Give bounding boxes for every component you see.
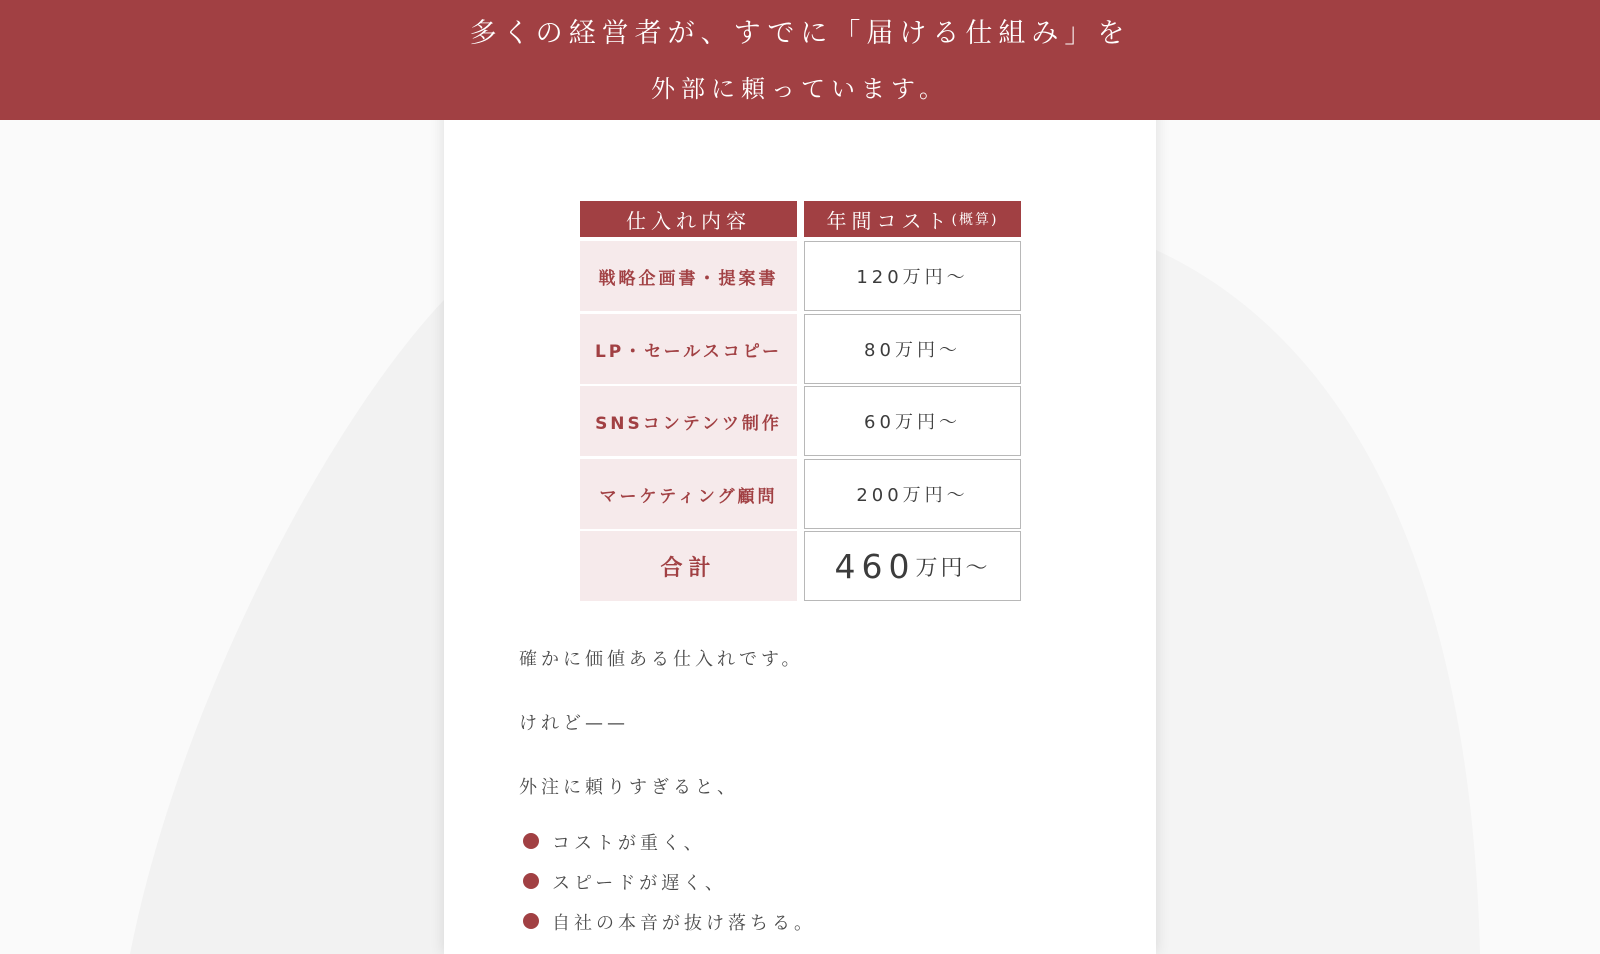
bullet-dot-icon [523, 833, 539, 849]
item-label: LP・セールスコピー [594, 341, 783, 362]
item-cell [580, 386, 797, 456]
cost-cell [804, 459, 1021, 529]
table-header-row [580, 201, 1020, 237]
cost-value: 200万円〜 [856, 485, 969, 506]
total-label: 合計 [660, 555, 717, 581]
item-label: マーケティング顧問 [599, 486, 778, 507]
body-text-outsourcing: 外注に頼りすぎると、 [519, 777, 739, 798]
bullet-item-voice: 自社の本音が抜け落ちる。 [552, 913, 816, 934]
item-cell [580, 459, 797, 529]
bullet-item-speed: スピードが遅く、 [552, 873, 727, 894]
banner-headline-line1: 多くの経営者が、すでに「届ける仕組み」を [469, 18, 1131, 49]
bullet-item-cost: コストが重く、 [552, 833, 706, 854]
bullet-dot-icon [523, 873, 539, 889]
header-item-label: 仕入れ内容 [626, 208, 751, 233]
cost-value: 120万円〜 [856, 267, 969, 288]
header-item-cell [580, 201, 797, 237]
banner-headline-line2: 外部に頼っています。 [650, 75, 950, 103]
table-row [580, 241, 1020, 311]
cost-value: 80万円〜 [864, 340, 961, 361]
header-banner [0, 0, 1600, 120]
total-value-cell [804, 531, 1021, 601]
item-label: 戦略企画書・提案書 [598, 268, 779, 289]
total-label-cell [580, 531, 797, 601]
cost-value: 60万円〜 [864, 412, 961, 433]
total-unit: 万円〜 [915, 555, 991, 581]
total-value: 460 [834, 546, 916, 586]
header-cost-note: (概算) [951, 212, 999, 228]
cost-cell [804, 386, 1021, 456]
item-cell [580, 241, 797, 311]
cost-cell [804, 241, 1021, 311]
header-cost-cell [804, 201, 1021, 237]
table-total-row [580, 531, 1020, 601]
body-text-valuable: 確かに価値ある仕入れです。 [519, 649, 804, 670]
table-row [580, 459, 1020, 529]
body-text-however: けれど—— [519, 713, 629, 734]
table-row [580, 314, 1020, 384]
header-cost-label: 年間コスト [826, 208, 952, 233]
table-row [580, 386, 1020, 456]
item-label: SNSコンテンツ制作 [595, 413, 782, 434]
item-cell [580, 314, 797, 384]
bullet-dot-icon [523, 913, 539, 929]
cost-cell [804, 314, 1021, 384]
